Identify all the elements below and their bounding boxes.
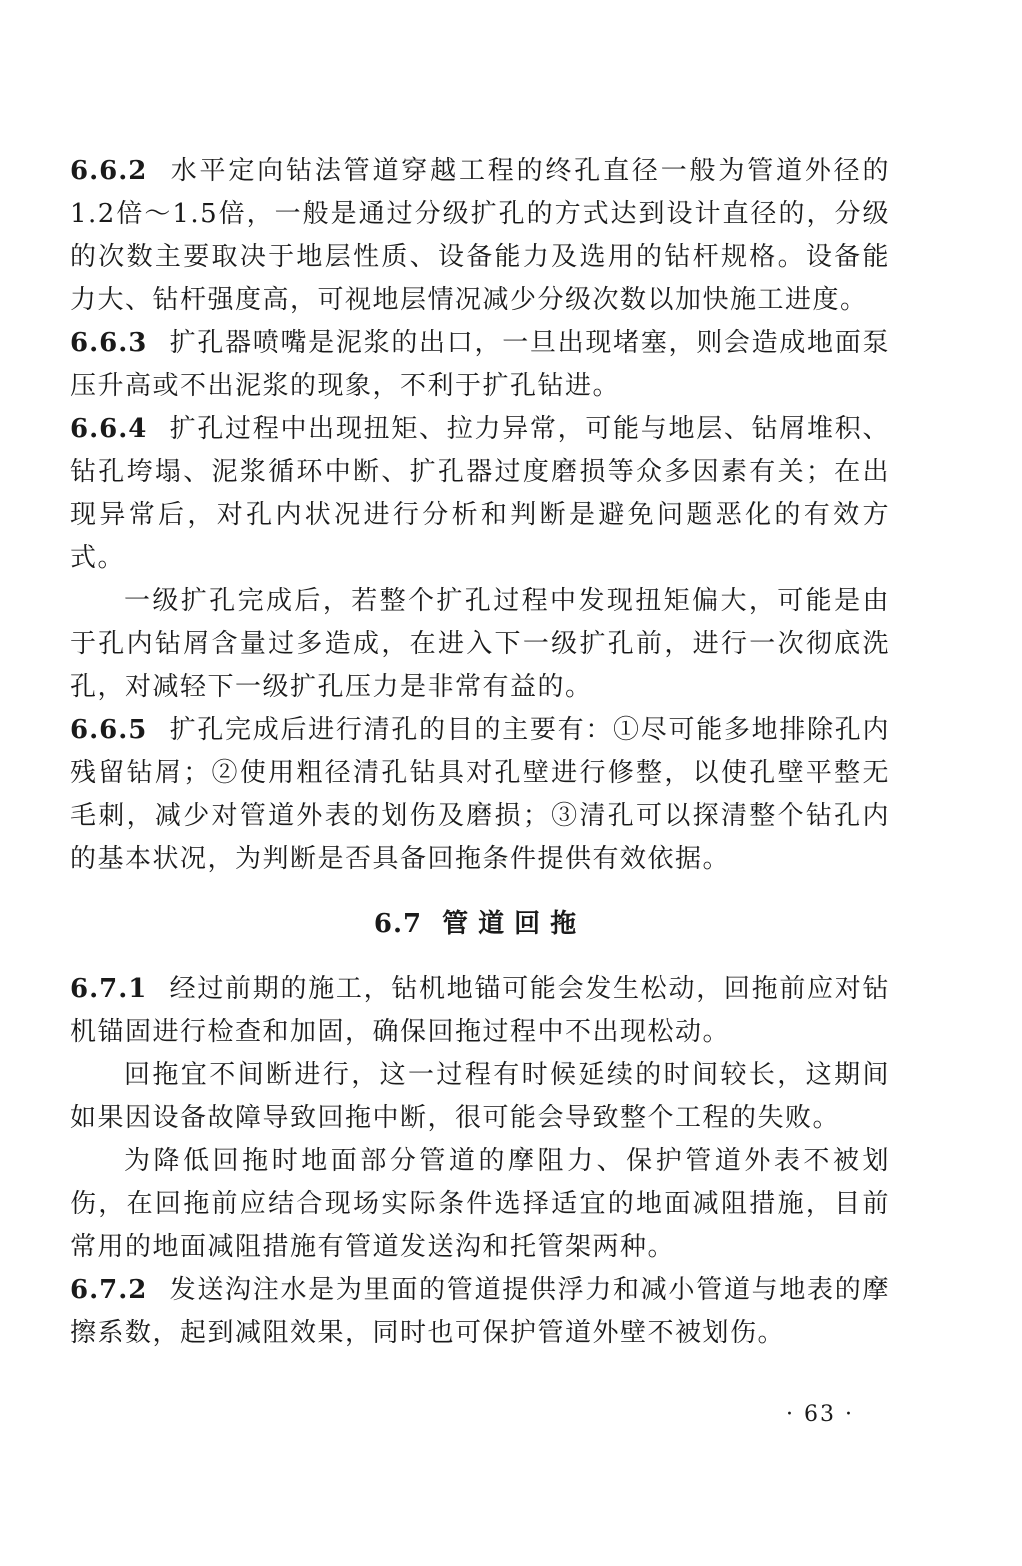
clause-6-6-5	[70, 709, 890, 881]
clause-text: 扩孔器喷嘴是泥浆的出口，一旦出现堵塞，则会造成地面泵压升高或不出泥浆的现象，不利于扩孔钻进。	[70, 328, 890, 401]
clause-number: 6.7.2	[70, 1275, 148, 1305]
clause-6-6-4	[70, 408, 890, 580]
clause-number: 6.7.1	[70, 974, 148, 1004]
clause-number: 6.6.3	[70, 328, 148, 358]
page-number: · 63 ·	[786, 1402, 854, 1427]
clause-text: 水平定向钻法管道穿越工程的终孔直径一般为管道外径的1.2倍～1.5倍，一般是通过分级扩孔的方式达到设计直径的，分级的次数主要取决于地层性质、设备能力及选用的钻杆规格。设备能力大、钻杆强度高，可视地层情况减少分级次数以加快施工进度。	[70, 156, 890, 315]
clause-6-6-4-continuation	[70, 580, 890, 709]
clause-number: 6.6.4	[70, 414, 148, 444]
section-title: 管道回拖	[442, 909, 587, 939]
clause-text: 发送沟注水是为里面的管道提供浮力和减小管道与地表的摩擦系数，起到减阻效果，同时也可保护管道外壁不被划伤。	[70, 1275, 890, 1348]
clause-6-6-2	[70, 150, 890, 322]
clause-text: 经过前期的施工，钻机地锚可能会发生松动，回拖前应对钻机锚固进行检查和加固，确保回拖过程中不出现松动。	[70, 974, 890, 1047]
clause-text: 扩孔过程中出现扭矩、拉力异常，可能与地层、钻屑堆积、钻孔垮塌、泥浆循环中断、扩孔器过度磨损等众多因素有关；在出现异常后，对孔内状况进行分析和判断是避免问题恶化的有效方式。	[70, 414, 890, 573]
clause-6-7-2	[70, 1269, 890, 1355]
clause-number: 6.6.2	[70, 156, 148, 186]
clause-6-7-1	[70, 968, 890, 1054]
clause-text: 为降低回拖时地面部分管道的摩阻力、保护管道外表不被划伤，在回拖前应结合现场实际条件选择适宜的地面减阻措施，目前常用的地面减阻措施有管道发送沟和托管架两种。	[70, 1146, 890, 1262]
clause-text: 一级扩孔完成后，若整个扩孔过程中发现扭矩偏大，可能是由于孔内钻屑含量过多造成，在进入下一级扩孔前，进行一次彻底洗孔，对减轻下一级扩孔压力是非常有益的。	[70, 586, 890, 702]
clause-6-6-3	[70, 322, 890, 408]
clause-6-7-1-continuation-2	[70, 1140, 890, 1269]
clause-text: 回拖宜不间断进行，这一过程有时候延续的时间较长，这期间如果因设备故障导致回拖中断，很可能会导致整个工程的失败。	[70, 1060, 890, 1133]
clause-6-7-1-continuation-1	[70, 1054, 890, 1140]
document-body	[70, 150, 890, 1355]
clause-text: 扩孔完成后进行清孔的目的主要有：①尽可能多地排除孔内残留钻屑；②使用粗径清孔钻具对孔壁进行修整，以使孔壁平整无毛刺，减少对管道外表的划伤及磨损；③清孔可以探清整个钻孔内的基本状况，为判断是否具备回拖条件提供有效依据。	[70, 715, 890, 874]
section-heading	[70, 903, 890, 946]
section-number: 6.7	[373, 909, 423, 939]
clause-number: 6.6.5	[70, 715, 148, 745]
